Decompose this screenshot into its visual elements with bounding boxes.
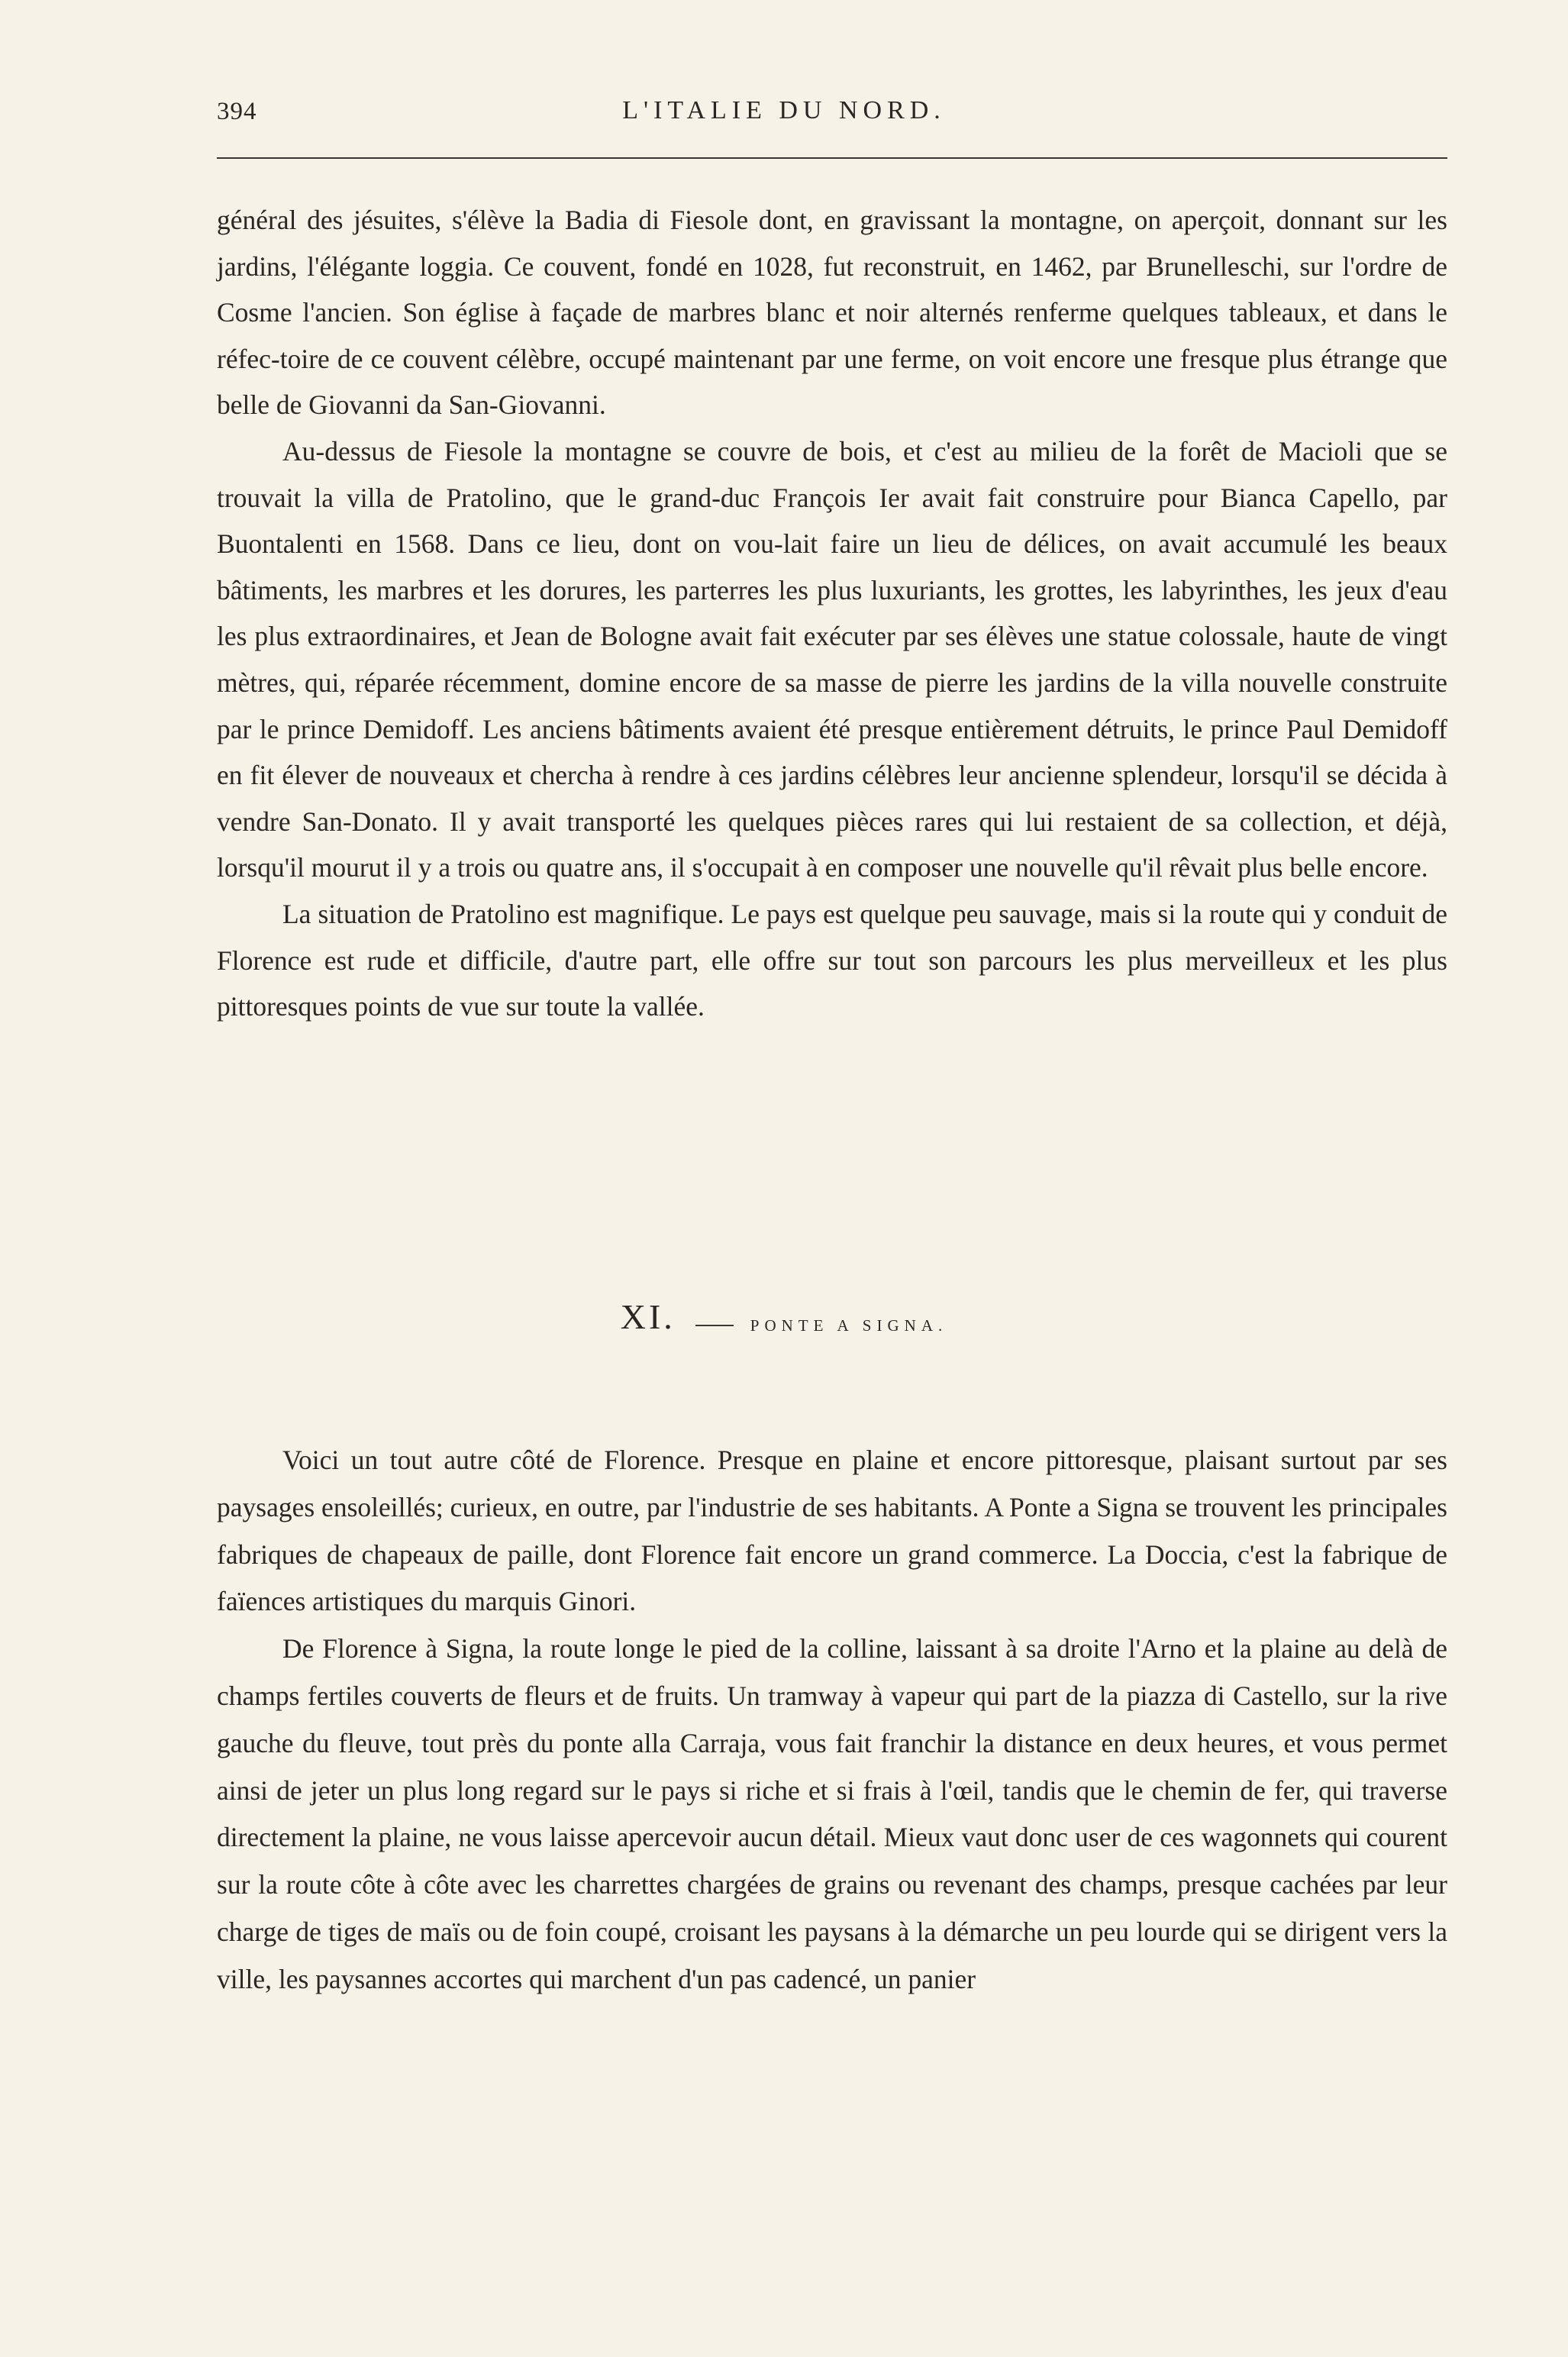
paragraph-badia-di-fiesole: général des jésuites, s'élève la Badia di Fiesole dont, en gravissant la montagne, on aperçoit, donnant sur les jardins, l'élégante loggia. Ce couvent, fondé en 1028, fut reconstruit, en 1462, par Brunelleschi, sur l'ordre de Cosme l'ancien. Son église à façade de marbres blanc et noir alternés renferme quelques tableaux, et dans le réfec-toire de ce couvent célèbre, occupé maintenant par une ferme, on voit encore une fresque plus étrange que belle de Giovanni da San-Giovanni. bbox=[217, 205, 1447, 421]
paragraph-pratolino-situation: La situation de Pratolino est magnifique. Le pays est quelque peu sauvage, mais si la route qui y conduit de Florence est rude et difficile, d'autre part, elle offre sur tout son parcours les plus merveilleux et les plus pittoresques points de vue sur toute la vallée. bbox=[217, 898, 1447, 1022]
section-numeral: XI. bbox=[620, 1297, 676, 1336]
page-number: 394 bbox=[217, 98, 257, 125]
section-xi-text-block bbox=[217, 1437, 1447, 2003]
running-title: L'ITALIE DU NORD. bbox=[622, 96, 946, 124]
section-title: PONTE A SIGNA. bbox=[750, 1316, 948, 1335]
intro-text-block bbox=[217, 197, 1447, 1030]
paragraph-ponte-a-signa: Voici un tout autre côté de Florence. Presque en plaine et encore pittoresque, plaisant surtout par ses paysages ensoleillés; curieux, en outre, par l'industrie de ses habitants. A Ponte a Signa se trouvent les principales fabriques de chapeaux de paille, dont Florence fait encore un grand commerce. La Doccia, c'est la fabrique de faïences artistiques du marquis Ginori. bbox=[217, 1445, 1447, 1617]
paragraph-villa-pratolino: Au-dessus de Fiesole la montagne se couvre de bois, et c'est au milieu de la forêt de Macioli que se trouvait la villa de Pratolino, que le grand-duc François Ier avait fait construire pour Bianca Capello, par Buontalenti en 1568. Dans ce lieu, dont on vou-lait faire un lieu de délices, on avait accumulé les beaux bâtiments, les marbres et les dorures, les parterres les plus luxuriants, les grottes, les labyrinthes, les jeux d'eau les plus extraordinaires, et Jean de Bologne avait fait exécuter par ses élèves une statue colossale, haute de vingt mètres, qui, réparée récemment, domine encore de sa masse de pierre les jardins de la villa nouvelle construite par le prince Demidoff. Les anciens bâtiments avaient été presque entièrement détruits, le prince Paul Demidoff en fit élever de nouveaux et chercha à rendre à ces jardins célèbres leur ancienne splendeur, lorsqu'il se décida à vendre San-Donato. Il y avait transporté les quelques pièces rares qui lui restaient de sa collection, et déjà, lorsqu'il mourut il y a trois ou quatre ans, il s'occupait à en composer une nouvelle qu'il rêvait plus belle encore. bbox=[217, 435, 1447, 883]
section-dash bbox=[695, 1325, 734, 1326]
paragraph-florence-to-signa: De Florence à Signa, la route longe le pied de la colline, laissant à sa droite l'Arno et la plaine au delà de champs fertiles couverts de fleurs et de fruits. Un tramway à vapeur qui part de la piazza di Castello, sur la rive gauche du fleuve, tout près du ponte alla Carraja, vous fait franchir la distance en deux heures, et vous permet ainsi de jeter un plus long regard sur le pays si riche et si frais à l'œil, tandis que le chemin de fer, qui traverse directement la plaine, ne vous laisse apercevoir aucun détail. Mieux vaut donc user de ces wagonnets qui courent sur la route côte à côte avec les charrettes chargées de grains ou revenant des champs, presque cachées par leur charge de tiges de maïs ou de foin coupé, croisant les paysans à la démarche un peu lourde qui se dirigent vers la ville, les paysannes accortes qui marchent d'un pas cadencé, un panier bbox=[217, 1633, 1447, 1994]
section-heading bbox=[0, 1296, 1568, 1337]
header-divider bbox=[217, 157, 1447, 159]
